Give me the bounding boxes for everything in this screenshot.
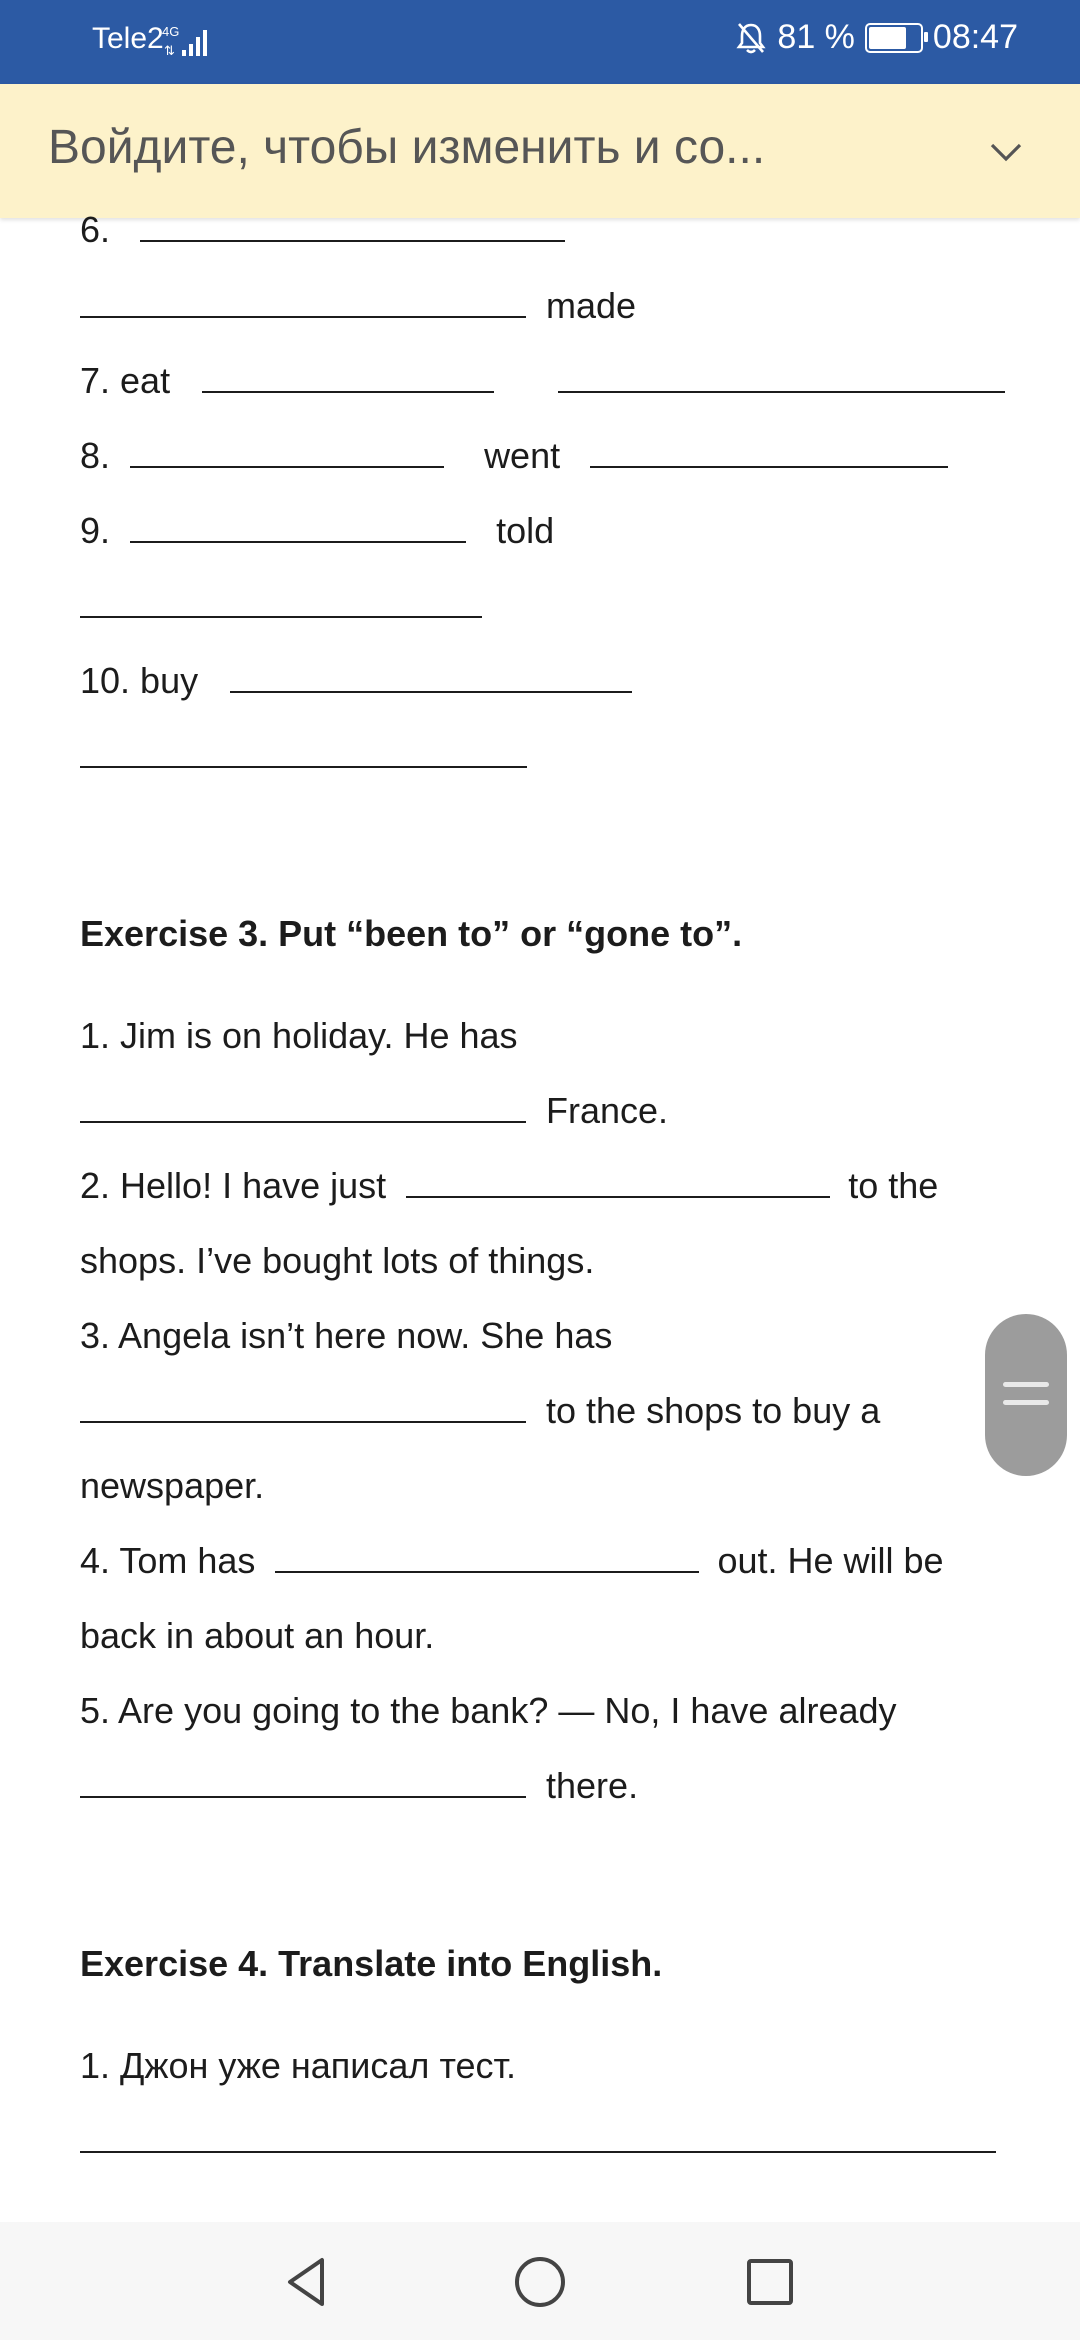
- ex3-q1-end: France.: [546, 1090, 669, 1131]
- recents-icon[interactable]: [740, 2252, 800, 2312]
- ex2-item-10-cont: [80, 718, 527, 793]
- answer-blank[interactable]: [80, 2109, 996, 2153]
- ex3-q5-end: there.: [546, 1765, 639, 1806]
- ex2-item-9-number: 9.: [80, 510, 111, 551]
- ex4-q1-answer: [80, 2103, 996, 2178]
- ex2-item-10: [80, 643, 632, 718]
- ex3-q4-cont: back in about an hour.: [80, 1615, 435, 1656]
- ex2-item-8: [80, 418, 948, 493]
- navigation-bar: [0, 2222, 1080, 2340]
- svg-text:⇅: ⇅: [164, 43, 175, 58]
- battery-icon: [865, 23, 923, 53]
- answer-blank[interactable]: [80, 724, 527, 768]
- signin-banner-text: Войдите, чтобы изменить и со...: [48, 121, 766, 174]
- ex2-item-6-cont: [80, 268, 636, 343]
- ex3-q5-cont: [80, 1748, 638, 1823]
- ex2-item-6-word: made: [546, 285, 637, 326]
- answer-blank[interactable]: [275, 1529, 699, 1573]
- ex2-item-6-number: 6.: [80, 209, 111, 250]
- answer-blank[interactable]: [230, 649, 632, 693]
- battery-tip: [924, 32, 928, 42]
- ex3-q4: [80, 1523, 944, 1598]
- ex3-q3: 3. Angela isn’t here now. She has: [80, 1315, 613, 1356]
- answer-blank[interactable]: [202, 349, 494, 393]
- ex3-q4-end: out. He will be: [717, 1540, 944, 1581]
- answer-blank[interactable]: [130, 499, 466, 543]
- signal-icon: [160, 22, 216, 60]
- answer-blank[interactable]: [80, 274, 526, 318]
- battery-fill: [869, 27, 906, 49]
- scroll-handle[interactable]: [985, 1314, 1067, 1476]
- answer-blank[interactable]: [590, 424, 948, 468]
- ex2-item-6: [80, 192, 565, 267]
- ex3-q2-end: to the: [848, 1165, 939, 1206]
- ex3-q2-start: 2. Hello! I have just: [80, 1165, 387, 1206]
- exercise4-title: Exercise 4. Translate into English.: [80, 1943, 663, 1984]
- answer-blank[interactable]: [80, 1754, 526, 1798]
- ex3-q1-cont: [80, 1073, 668, 1148]
- ex3-q5: 5. Are you going to the bank? — No, I have already: [80, 1690, 897, 1731]
- ex3-q3-cont: [80, 1373, 880, 1448]
- exercise3-title: Exercise 3. Put “been to” or “gone to”.: [80, 913, 743, 954]
- ex3-q2: [80, 1148, 938, 1223]
- ex2-item-10-label: 10. buy: [80, 660, 199, 701]
- ex2-item-9-cont: [80, 568, 482, 643]
- ex3-q3-cont2: newspaper.: [80, 1465, 265, 1506]
- answer-blank[interactable]: [406, 1154, 830, 1198]
- carrier-name: Tele2: [92, 22, 164, 55]
- scroll-handle-grip: [1003, 1400, 1049, 1405]
- answer-blank[interactable]: [80, 1079, 526, 1123]
- ex2-item-9: [80, 493, 554, 568]
- ex2-item-7: [80, 343, 1005, 418]
- answer-blank[interactable]: [80, 1379, 526, 1423]
- answer-blank[interactable]: [558, 349, 1005, 393]
- answer-blank[interactable]: [130, 424, 444, 468]
- ex3-q2-cont: shops. I’ve bought lots of things.: [80, 1240, 595, 1281]
- ex2-item-8-word: went: [484, 435, 561, 476]
- ex3-q4-start: 4. Tom has: [80, 1540, 256, 1581]
- status-bar: [0, 0, 1080, 84]
- ex2-item-8-number: 8.: [80, 435, 111, 476]
- ex3-q1: 1. Jim is on holiday. He has: [80, 1015, 518, 1056]
- ex2-item-7-label: 7. eat: [80, 360, 171, 401]
- ex4-q1: 1. Джон уже написал тест.: [80, 2045, 517, 2086]
- scroll-handle-grip: [1003, 1382, 1049, 1387]
- ex3-q3-end: to the shops to buy a: [546, 1390, 881, 1431]
- back-icon[interactable]: [278, 2252, 338, 2312]
- clock: 08:47: [932, 18, 1018, 56]
- answer-blank[interactable]: [80, 574, 482, 618]
- answer-blank[interactable]: [140, 198, 565, 242]
- home-icon[interactable]: [510, 2252, 570, 2312]
- chevron-down-icon[interactable]: [986, 134, 1026, 170]
- bell-muted-icon: [735, 21, 767, 55]
- svg-text:4G: 4G: [162, 24, 180, 39]
- battery-percent: 81 %: [777, 18, 855, 56]
- ex2-item-9-word: told: [496, 510, 555, 551]
